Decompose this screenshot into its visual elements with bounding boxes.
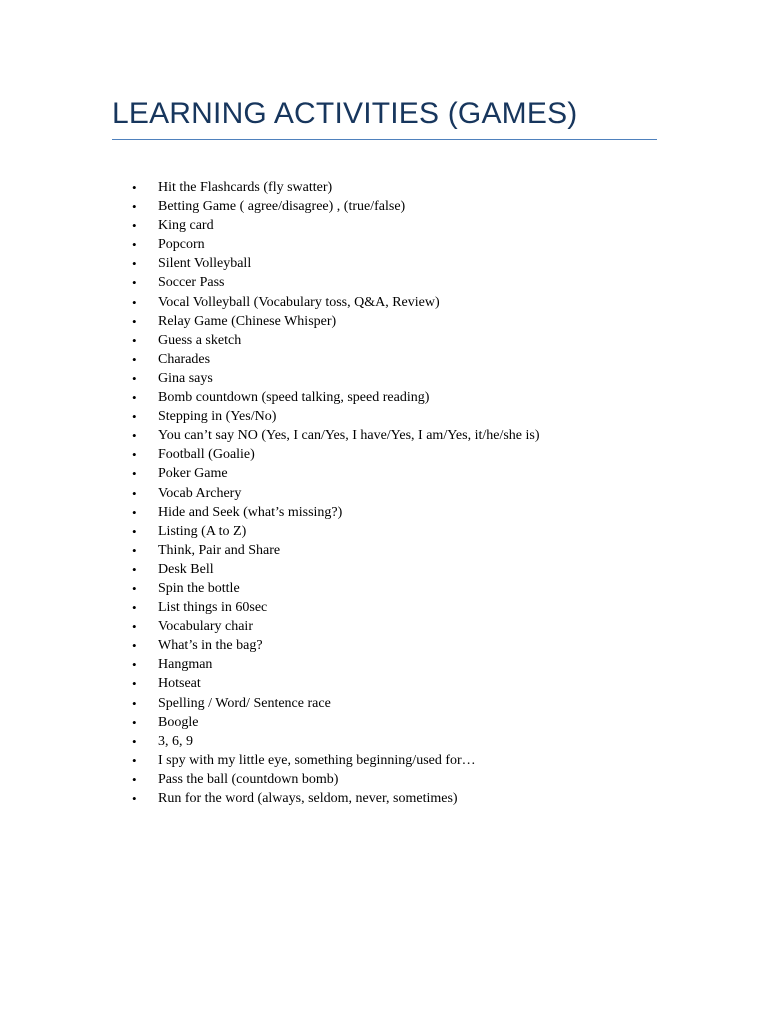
bullet-icon: • <box>132 752 137 768</box>
list-item-text: Vocal Volleyball (Vocabulary toss, Q&A, Review) <box>158 294 440 310</box>
bullet-icon: • <box>132 313 137 329</box>
bullet-icon: • <box>132 580 137 596</box>
list-item-text: Charades <box>158 351 211 367</box>
bullet-icon: • <box>132 542 137 558</box>
list-item-text: Boogle <box>158 714 199 730</box>
bullet-icon: • <box>132 523 137 539</box>
bullet-icon: • <box>132 485 137 501</box>
list-item-text: King card <box>158 218 214 234</box>
bullet-icon: • <box>132 332 137 348</box>
list-item-text: Poker Game <box>158 466 228 482</box>
list-item-text: Desk Bell <box>158 561 214 577</box>
list-item-text: Bomb countdown (speed talking, speed reading) <box>158 390 430 406</box>
bullet-icon: • <box>132 771 137 787</box>
bullet-icon: • <box>132 351 137 367</box>
list-item-text: Hotseat <box>158 676 201 692</box>
list-item-text: Silent Volleyball <box>158 256 252 272</box>
list-item-text: Think, Pair and Share <box>158 542 281 558</box>
list-item-text: Popcorn <box>158 237 205 253</box>
list-item-text: Guess a sketch <box>158 332 242 348</box>
list-item-text: Spelling / Word/ Sentence race <box>158 695 331 711</box>
bullet-icon: • <box>132 428 137 444</box>
bullet-icon: • <box>132 180 137 195</box>
list-item-text: List things in 60sec <box>158 600 268 616</box>
bullet-icon: • <box>132 409 137 425</box>
bullet-icon: • <box>132 466 137 482</box>
list-item-text: Betting Game ( agree/disagree) , (true/false) <box>158 199 406 215</box>
list-item-text: Stepping in (Yes/No) <box>158 409 277 425</box>
bullet-icon: • <box>132 256 137 272</box>
bullet-icon: • <box>132 638 137 654</box>
bullet-icon: • <box>132 619 137 635</box>
bullet-icon: • <box>132 657 137 673</box>
bullet-icon: • <box>132 294 137 310</box>
list-item-text: Pass the ball (countdown bomb) <box>158 771 339 787</box>
list-item-text: Relay Game (Chinese Whisper) <box>158 313 337 329</box>
title-divider <box>112 139 657 140</box>
bullet-icon: • <box>132 390 137 406</box>
bullet-icon: • <box>132 714 137 730</box>
list-item-text: Vocab Archery <box>158 485 242 501</box>
list-item-text: Football (Goalie) <box>158 447 255 463</box>
bullet-icon: • <box>132 218 137 234</box>
bullet-icon: • <box>132 370 137 386</box>
bullet-icon: • <box>132 600 137 616</box>
bullet-icon: • <box>132 676 137 692</box>
list-item-text: You can’t say NO (Yes, I can/Yes, I have/Yes, I am/Yes, it/he/she is) <box>158 428 540 444</box>
list-item-text: Run for the word (always, seldom, never, sometimes) <box>158 791 458 806</box>
bullet-icon: • <box>132 447 137 463</box>
list-item-text: Listing (A to Z) <box>158 523 247 539</box>
bullet-icon: • <box>132 733 137 749</box>
list-item-text: Soccer Pass <box>158 275 225 291</box>
bullet-icon: • <box>132 695 137 711</box>
bullet-icon: • <box>132 504 137 520</box>
page-title: LEARNING ACTIVITIES (GAMES) <box>112 97 578 130</box>
list-item-text: 3, 6, 9 <box>158 733 193 749</box>
list-item-text: Hangman <box>158 657 213 673</box>
bullet-icon: • <box>132 275 137 291</box>
bullet-icon: • <box>132 791 137 806</box>
bullet-icon: • <box>132 237 137 253</box>
bullet-icon: • <box>132 199 137 215</box>
list-item-text: Spin the bottle <box>158 580 240 596</box>
list-item-text: Hide and Seek (what’s missing?) <box>158 504 343 520</box>
list-item-text: I spy with my little eye, something beginning/used for… <box>158 752 476 768</box>
list-item-text: What’s in the bag? <box>158 638 263 654</box>
list-item-text: Vocabulary chair <box>158 619 253 635</box>
list-item-text: Hit the Flashcards (fly swatter) <box>158 180 333 195</box>
list-item-text: Gina says <box>158 370 213 386</box>
bullet-icon: • <box>132 561 137 577</box>
